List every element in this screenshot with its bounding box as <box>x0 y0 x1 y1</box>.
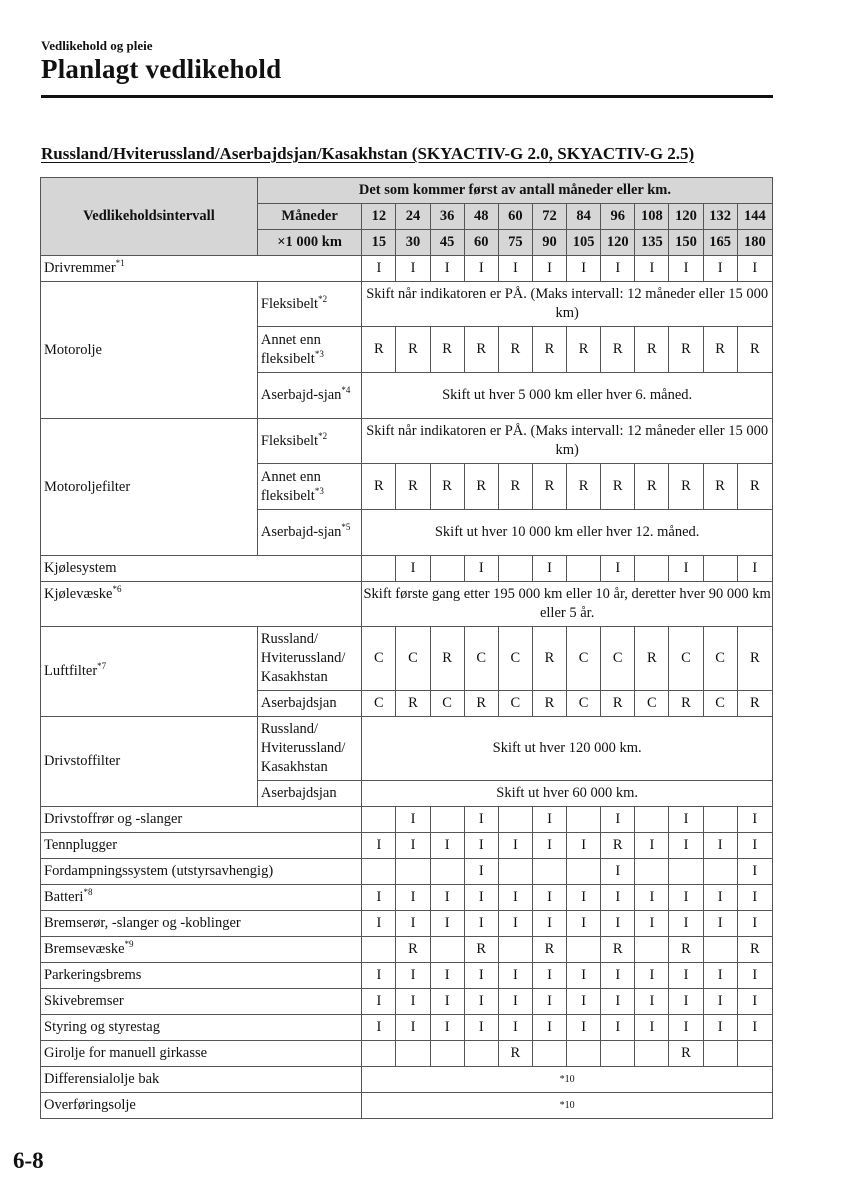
interval-cell: R <box>532 691 566 717</box>
interval-cell: I <box>737 833 772 859</box>
row-label: Drivstoffilter <box>41 717 258 807</box>
interval-cell: I <box>601 256 635 282</box>
interval-cell: R <box>532 327 566 373</box>
interval-cell <box>703 556 737 582</box>
span-text: Skift ut hver 10 000 km eller hver 12. måned. <box>362 510 773 556</box>
month-cell: 144 <box>737 204 772 230</box>
interval-cell: R <box>635 627 669 691</box>
table-subtitle: Russland/Hviterussland/Aserbajdsjan/Kasakhstan (SKYACTIV-G 2.0, SKYACTIV-G 2.5) <box>41 144 695 163</box>
interval-cell: R <box>737 464 772 510</box>
interval-cell: I <box>703 963 737 989</box>
header-interval: Vedlikeholdsintervall <box>41 178 258 256</box>
interval-cell: I <box>567 833 601 859</box>
interval-cell: C <box>362 691 396 717</box>
km-cell: 105 <box>567 230 601 256</box>
sub-label: Aserbajdsjan <box>257 691 361 717</box>
interval-cell: C <box>567 691 601 717</box>
interval-cell: R <box>601 691 635 717</box>
interval-cell: I <box>532 989 566 1015</box>
interval-cell: I <box>464 807 498 833</box>
month-cell: 24 <box>396 204 430 230</box>
interval-cell: I <box>703 989 737 1015</box>
km-cell: 180 <box>737 230 772 256</box>
interval-cell <box>567 556 601 582</box>
interval-cell: I <box>635 963 669 989</box>
row-drivstoffror <box>41 807 773 833</box>
interval-cell <box>362 556 396 582</box>
month-cell: 48 <box>464 204 498 230</box>
interval-cell <box>703 807 737 833</box>
interval-cell: I <box>737 1015 772 1041</box>
row-bremseror <box>41 911 773 937</box>
month-cell: 36 <box>430 204 464 230</box>
interval-cell: R <box>396 691 430 717</box>
interval-cell: I <box>396 1015 430 1041</box>
interval-cell <box>498 859 532 885</box>
span-text: Skift første gang etter 195 000 km eller 10 år, deretter hver 90 000 km eller 5 år. <box>362 582 773 627</box>
interval-cell: I <box>669 807 703 833</box>
row-bremsevaeske <box>41 937 773 963</box>
sub-label: Fleksibelt$^{*2}$ <box>257 419 361 464</box>
interval-cell <box>567 807 601 833</box>
footnote-ref: *10 <box>362 1093 773 1119</box>
interval-cell: R <box>464 464 498 510</box>
interval-cell: C <box>567 627 601 691</box>
interval-cell <box>635 1041 669 1067</box>
interval-cell: R <box>396 327 430 373</box>
interval-cell: I <box>362 989 396 1015</box>
interval-cell: R <box>464 691 498 717</box>
interval-cell: R <box>601 327 635 373</box>
interval-cell: I <box>464 963 498 989</box>
interval-cell: I <box>498 833 532 859</box>
interval-cell: R <box>430 627 464 691</box>
row-label: Motorolje <box>41 282 258 419</box>
interval-cell: C <box>498 627 532 691</box>
month-cell: 60 <box>498 204 532 230</box>
interval-cell: I <box>362 911 396 937</box>
interval-cell: R <box>532 464 566 510</box>
km-cell: 150 <box>669 230 703 256</box>
interval-cell: I <box>498 989 532 1015</box>
interval-cell: I <box>703 256 737 282</box>
row-label: Fordampningssystem (utstyrsavhengig) <box>41 859 362 885</box>
interval-cell: I <box>396 911 430 937</box>
interval-cell: R <box>532 627 566 691</box>
interval-cell: R <box>635 327 669 373</box>
interval-cell: R <box>362 464 396 510</box>
interval-cell: R <box>362 327 396 373</box>
interval-cell: I <box>362 885 396 911</box>
interval-cell: I <box>362 833 396 859</box>
row-label: Parkeringsbrems <box>41 963 362 989</box>
interval-cell: I <box>601 1015 635 1041</box>
row-label: Tennplugger <box>41 833 362 859</box>
interval-cell: I <box>601 807 635 833</box>
interval-cell: I <box>532 963 566 989</box>
interval-cell: I <box>362 963 396 989</box>
row-label: Drivstoffrør og -slanger <box>41 807 362 833</box>
interval-cell: I <box>737 885 772 911</box>
interval-cell <box>635 807 669 833</box>
title-rule <box>41 95 773 98</box>
interval-cell: R <box>430 327 464 373</box>
interval-cell: I <box>430 989 464 1015</box>
interval-cell: R <box>737 691 772 717</box>
interval-cell: I <box>669 885 703 911</box>
interval-cell <box>430 937 464 963</box>
maintenance-table <box>40 177 773 1119</box>
month-cell: 120 <box>669 204 703 230</box>
month-cell: 84 <box>567 204 601 230</box>
month-cell: 132 <box>703 204 737 230</box>
page-title: Planlagt vedlikehold <box>41 54 282 84</box>
interval-cell: I <box>498 911 532 937</box>
km-cell: 120 <box>601 230 635 256</box>
interval-cell <box>567 1041 601 1067</box>
interval-cell: R <box>430 464 464 510</box>
interval-cell: C <box>703 691 737 717</box>
row-skivebremser <box>41 989 773 1015</box>
interval-cell: I <box>498 256 532 282</box>
interval-cell: I <box>430 1015 464 1041</box>
row-label: Differensialolje bak <box>41 1067 362 1093</box>
interval-cell: I <box>396 963 430 989</box>
interval-cell <box>430 807 464 833</box>
row-drivstoffilter-russ <box>41 717 773 781</box>
interval-cell: I <box>430 911 464 937</box>
interval-cell: C <box>430 691 464 717</box>
section-label: Vedlikehold og pleie <box>41 38 153 53</box>
interval-cell: I <box>703 911 737 937</box>
interval-cell: I <box>567 911 601 937</box>
interval-cell: I <box>464 989 498 1015</box>
interval-cell: I <box>532 885 566 911</box>
month-cell: 12 <box>362 204 396 230</box>
interval-cell: I <box>396 556 430 582</box>
row-motoroljefilter-fleks <box>41 419 773 464</box>
km-cell: 45 <box>430 230 464 256</box>
row-label: Overføringsolje <box>41 1093 362 1119</box>
interval-cell: R <box>498 1041 532 1067</box>
interval-cell: I <box>464 885 498 911</box>
interval-cell: I <box>635 1015 669 1041</box>
interval-cell <box>703 937 737 963</box>
interval-cell: I <box>737 911 772 937</box>
interval-cell: I <box>737 556 772 582</box>
row-label: Bremserør, -slanger og -koblinger <box>41 911 362 937</box>
interval-cell: I <box>532 256 566 282</box>
interval-cell <box>396 1041 430 1067</box>
interval-cell: I <box>396 833 430 859</box>
interval-cell <box>703 859 737 885</box>
interval-cell: R <box>532 937 566 963</box>
interval-cell: I <box>635 833 669 859</box>
interval-cell <box>635 937 669 963</box>
interval-cell <box>532 1041 566 1067</box>
interval-cell: I <box>601 911 635 937</box>
interval-cell: I <box>737 963 772 989</box>
interval-cell: C <box>464 627 498 691</box>
sub-label: Russland/ Hviterussland/ Kasakhstan <box>257 627 361 691</box>
interval-cell <box>567 859 601 885</box>
interval-cell: R <box>669 464 703 510</box>
row-label: Kjølevæske$^{*6}$ <box>41 582 362 627</box>
interval-cell <box>532 859 566 885</box>
interval-cell: I <box>601 989 635 1015</box>
row-label: Styring og styrestag <box>41 1015 362 1041</box>
interval-cell: R <box>737 937 772 963</box>
km-cell: 75 <box>498 230 532 256</box>
interval-cell: C <box>601 627 635 691</box>
span-text: Skift når indikatoren er PÅ. (Maks intervall: 12 måneder eller 15 000 km) <box>362 419 773 464</box>
sub-label: Aserbajd-sjan$^{*4}$ <box>257 373 361 419</box>
row-label: Luftfilter$^{*7}$ <box>41 627 258 717</box>
interval-cell: I <box>532 833 566 859</box>
interval-cell <box>396 859 430 885</box>
interval-cell <box>635 556 669 582</box>
row-parkeringsbrems <box>41 963 773 989</box>
row-kjolevaeske <box>41 582 773 627</box>
interval-cell: I <box>737 807 772 833</box>
row-girolje <box>41 1041 773 1067</box>
interval-cell: I <box>703 885 737 911</box>
row-fordampning <box>41 859 773 885</box>
interval-cell <box>362 807 396 833</box>
row-tennplugger <box>41 833 773 859</box>
interval-cell: I <box>567 963 601 989</box>
interval-cell <box>737 1041 772 1067</box>
interval-cell: I <box>669 833 703 859</box>
interval-cell: I <box>498 963 532 989</box>
interval-cell: I <box>567 989 601 1015</box>
interval-cell: R <box>737 327 772 373</box>
interval-cell <box>567 937 601 963</box>
month-cell: 108 <box>635 204 669 230</box>
interval-cell: I <box>430 833 464 859</box>
row-luftfilter-russ <box>41 627 773 691</box>
row-styring <box>41 1015 773 1041</box>
km-cell: 60 <box>464 230 498 256</box>
footnote-ref: *10 <box>362 1067 773 1093</box>
interval-cell: C <box>396 627 430 691</box>
row-batteri <box>41 885 773 911</box>
interval-cell: I <box>464 859 498 885</box>
interval-cell: R <box>601 937 635 963</box>
interval-cell <box>464 1041 498 1067</box>
interval-cell: R <box>567 327 601 373</box>
interval-cell: R <box>737 627 772 691</box>
row-motorolje-fleks <box>41 282 773 327</box>
interval-cell <box>703 1041 737 1067</box>
page-number: 6-8 <box>13 1148 44 1173</box>
km-label: ×1 000 km <box>257 230 361 256</box>
interval-cell <box>430 859 464 885</box>
interval-cell: I <box>737 989 772 1015</box>
header-top: Det som kommer først av antall måneder eller km. <box>257 178 772 204</box>
row-label: Skivebremser <box>41 989 362 1015</box>
interval-cell: R <box>464 937 498 963</box>
interval-cell <box>498 937 532 963</box>
interval-cell <box>362 937 396 963</box>
interval-cell: I <box>635 885 669 911</box>
interval-cell: I <box>396 256 430 282</box>
interval-cell: R <box>669 937 703 963</box>
km-cell: 90 <box>532 230 566 256</box>
interval-cell <box>362 1041 396 1067</box>
interval-cell <box>669 859 703 885</box>
interval-cell: I <box>464 256 498 282</box>
interval-cell: I <box>669 989 703 1015</box>
interval-cell: I <box>464 556 498 582</box>
km-cell: 135 <box>635 230 669 256</box>
interval-cell: I <box>430 963 464 989</box>
km-cell: 30 <box>396 230 430 256</box>
interval-cell <box>362 859 396 885</box>
interval-cell: R <box>669 1041 703 1067</box>
interval-cell: I <box>430 885 464 911</box>
interval-cell: I <box>464 911 498 937</box>
interval-cell: I <box>669 256 703 282</box>
interval-cell: I <box>464 833 498 859</box>
row-overforing <box>41 1093 773 1119</box>
interval-cell <box>498 556 532 582</box>
interval-cell: I <box>601 859 635 885</box>
interval-cell: R <box>601 833 635 859</box>
interval-cell: I <box>567 256 601 282</box>
interval-cell: I <box>532 1015 566 1041</box>
row-kjolesystem <box>41 556 773 582</box>
interval-cell: R <box>703 464 737 510</box>
interval-cell: I <box>498 885 532 911</box>
interval-cell <box>601 1041 635 1067</box>
interval-cell: I <box>430 256 464 282</box>
interval-cell: R <box>498 464 532 510</box>
interval-cell: I <box>396 885 430 911</box>
interval-cell: I <box>396 989 430 1015</box>
interval-cell: I <box>601 963 635 989</box>
interval-cell: I <box>669 963 703 989</box>
interval-cell: R <box>669 327 703 373</box>
interval-cell: R <box>498 327 532 373</box>
sub-label: Annet enn fleksibelt$^{*3}$ <box>257 464 361 510</box>
row-label: Motoroljefilter <box>41 419 258 556</box>
interval-cell: I <box>601 885 635 911</box>
span-text: Skift ut hver 120 000 km. <box>362 717 773 781</box>
interval-cell: C <box>635 691 669 717</box>
interval-cell: I <box>635 256 669 282</box>
interval-cell: I <box>532 556 566 582</box>
row-differensial <box>41 1067 773 1093</box>
interval-cell: C <box>669 627 703 691</box>
interval-cell: C <box>362 627 396 691</box>
span-text: Skift ut hver 5 000 km eller hver 6. måned. <box>362 373 773 419</box>
interval-cell: I <box>532 807 566 833</box>
span-text: Skift når indikatoren er PÅ. (Maks intervall: 12 måneder eller 15 000 km) <box>362 282 773 327</box>
interval-cell <box>635 859 669 885</box>
interval-cell: R <box>396 937 430 963</box>
interval-cell <box>430 556 464 582</box>
sub-label: Fleksibelt$^{*2}$ <box>257 282 361 327</box>
interval-cell: I <box>703 1015 737 1041</box>
row-label: Bremsevæske$^{*9}$ <box>41 937 362 963</box>
interval-cell: I <box>669 556 703 582</box>
interval-cell: I <box>396 807 430 833</box>
interval-cell: I <box>737 859 772 885</box>
interval-cell: I <box>362 256 396 282</box>
interval-cell: C <box>703 627 737 691</box>
row-label: Kjølesystem <box>41 556 362 582</box>
span-text: Skift ut hver 60 000 km. <box>362 781 773 807</box>
interval-cell <box>430 1041 464 1067</box>
interval-cell: I <box>737 256 772 282</box>
row-drivremmer <box>41 256 773 282</box>
interval-cell <box>498 807 532 833</box>
interval-cell: I <box>362 1015 396 1041</box>
month-cell: 72 <box>532 204 566 230</box>
interval-cell: I <box>635 989 669 1015</box>
months-label: Måneder <box>257 204 361 230</box>
interval-cell: C <box>498 691 532 717</box>
sub-label: Aserbajdsjan <box>257 781 361 807</box>
row-label: Girolje for manuell girkasse <box>41 1041 362 1067</box>
interval-cell: R <box>464 327 498 373</box>
sub-label: Aserbajd-sjan$^{*5}$ <box>257 510 361 556</box>
interval-cell: I <box>464 1015 498 1041</box>
interval-cell: I <box>532 911 566 937</box>
interval-cell: I <box>498 1015 532 1041</box>
km-cell: 15 <box>362 230 396 256</box>
interval-cell: R <box>635 464 669 510</box>
interval-cell: R <box>567 464 601 510</box>
interval-cell: I <box>567 885 601 911</box>
interval-cell: I <box>669 911 703 937</box>
row-label: Batteri$^{*8}$ <box>41 885 362 911</box>
interval-cell: I <box>703 833 737 859</box>
km-cell: 165 <box>703 230 737 256</box>
interval-cell: I <box>635 911 669 937</box>
interval-cell: I <box>669 1015 703 1041</box>
interval-cell: R <box>703 327 737 373</box>
interval-cell: I <box>567 1015 601 1041</box>
sub-label: Annet enn fleksibelt$^{*3}$ <box>257 327 361 373</box>
interval-cell: R <box>669 691 703 717</box>
interval-cell: R <box>396 464 430 510</box>
row-label: Drivremmer$^{*1}$ <box>41 256 362 282</box>
interval-cell: R <box>601 464 635 510</box>
sub-label: Russland/ Hviterussland/ Kasakhstan <box>257 717 361 781</box>
interval-cell: I <box>601 556 635 582</box>
month-cell: 96 <box>601 204 635 230</box>
